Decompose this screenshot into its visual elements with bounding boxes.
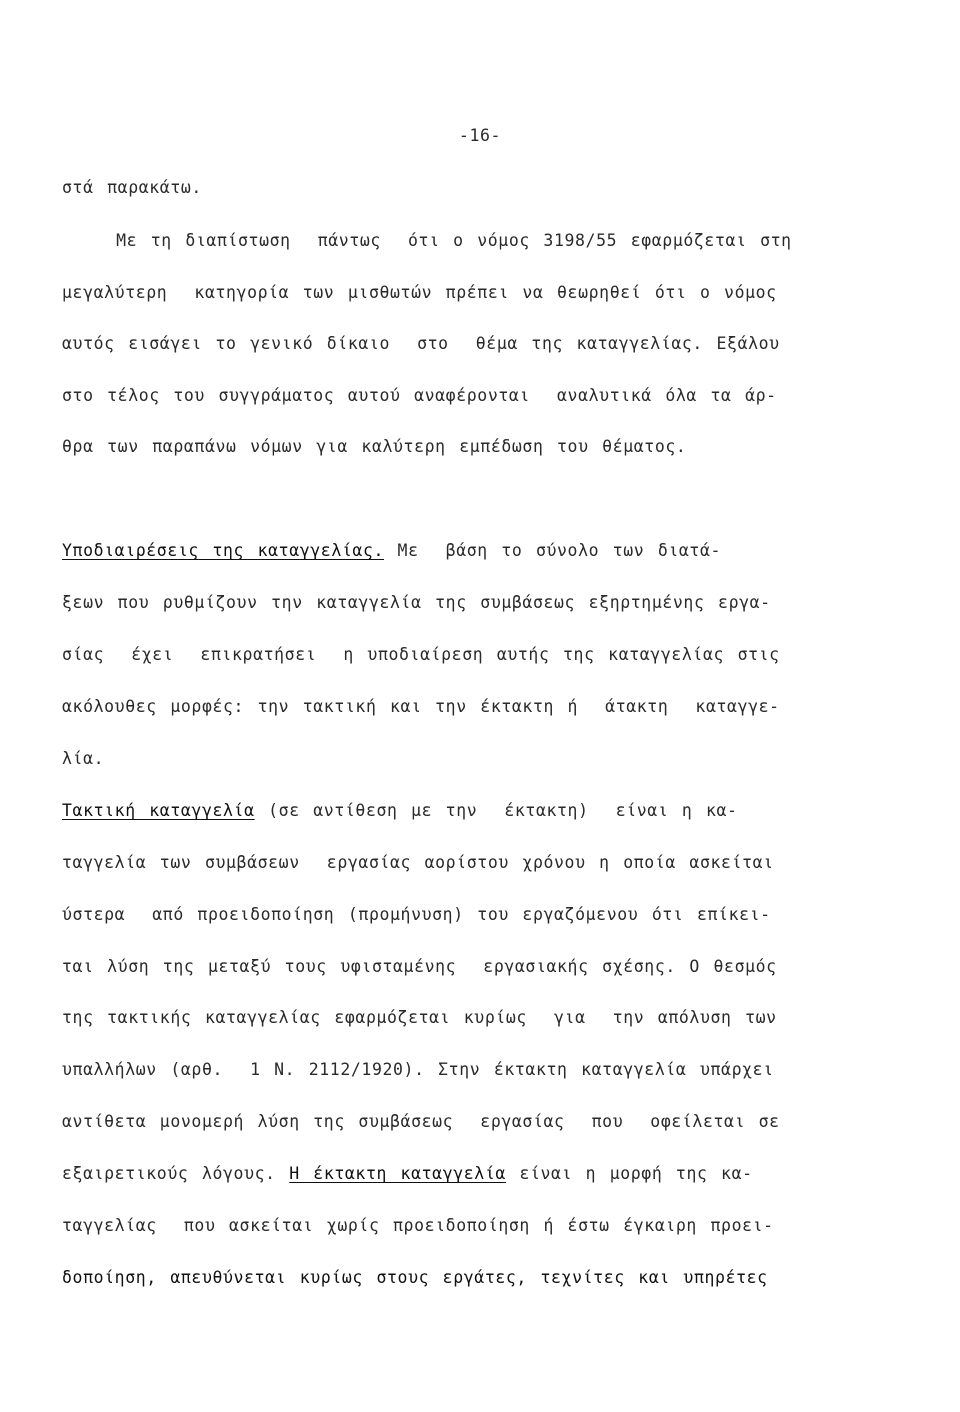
text-line: δοποίηση, απευθύνεται κυρίως στους εργάτες, τεχνίτες και υπηρέτες [62, 1268, 768, 1287]
section-heading-line [62, 541, 721, 561]
text-line: θρα των παραπάνω νόμων για καλύτερη εμπέδωση του θέματος. [62, 437, 687, 456]
text-line: ύστερα από προειδοποίηση (προμήνυση) του εργαζόμενου ότι επίκει- [62, 905, 771, 924]
text-line: ταγγελία των συμβάσεων εργασίας αορίστου χρόνου η οποία ασκείται [62, 853, 774, 872]
text-line: στά παρακάτω. [62, 178, 202, 197]
text-line: λία. [62, 749, 105, 768]
text-run: (σε αντίθεση με την έκτακτη) είναι η κα- [254, 801, 738, 820]
text-line-with-heading [62, 1164, 753, 1184]
inline-heading: Η έκτακτη καταγγελία [289, 1164, 506, 1183]
text-line: υπαλλήλων (αρθ. 1 Ν. 2112/1920). Στην έκτακτη καταγγελία υπάρχει [62, 1060, 774, 1079]
page-number: -16- [458, 126, 502, 145]
text-run: Με βάση το σύνολο των διατά- [384, 541, 722, 560]
section-heading: Υποδιαιρέσεις της καταγγελίας. [62, 541, 385, 560]
section-heading: Τακτική καταγγελία [62, 801, 255, 820]
text-line: ξεων που ρυθμίζουν την καταγγελία της συμβάσεως εξηρτημένης εργα- [62, 593, 771, 612]
text-line: ται λύση της μεταξύ τους υφισταμένης εργασιακής σχέσης. Ο θεσμός [62, 957, 777, 976]
text-line: της τακτικής καταγγελίας εφαρμόζεται κυρίως για την απόλυση των [62, 1008, 777, 1027]
text-line: αντίθετα μονομερή λύση της συμβάσεως εργασίας που οφείλεται σε [62, 1112, 780, 1131]
text-line: Με τη διαπίστωση πάντως ότι ο νόμος 3198/55 εφαρμόζεται στη [62, 231, 792, 250]
text-line: στο τέλος του συγγράματος αυτού αναφέρονται αναλυτικά όλα τα άρ- [62, 386, 777, 405]
text-run: είναι η μορφή της κα- [505, 1164, 753, 1183]
section-heading-line [62, 801, 738, 821]
text-line: ακόλουθες μορφές: την τακτική και την έκτακτη ή άτακτη καταγγε- [62, 697, 780, 716]
text-line: αυτός εισάγει το γενικό δίκαιο στο θέμα της καταγγελίας. Εξάλου [62, 334, 780, 353]
text-line: μεγαλύτερη κατηγορία των μισθωτών πρέπει να θεωρηθεί ότι ο νόμος [62, 283, 777, 302]
text-run: εξαιρετικούς λόγους. [62, 1164, 290, 1183]
text-line: σίας έχει επικρατήσει η υποδιαίρεση αυτής της καταγγελίας στις [62, 645, 780, 664]
text-line: ταγγελίας που ασκείται χωρίς προειδοποίηση ή έστω έγκαιρη προει- [62, 1216, 774, 1235]
